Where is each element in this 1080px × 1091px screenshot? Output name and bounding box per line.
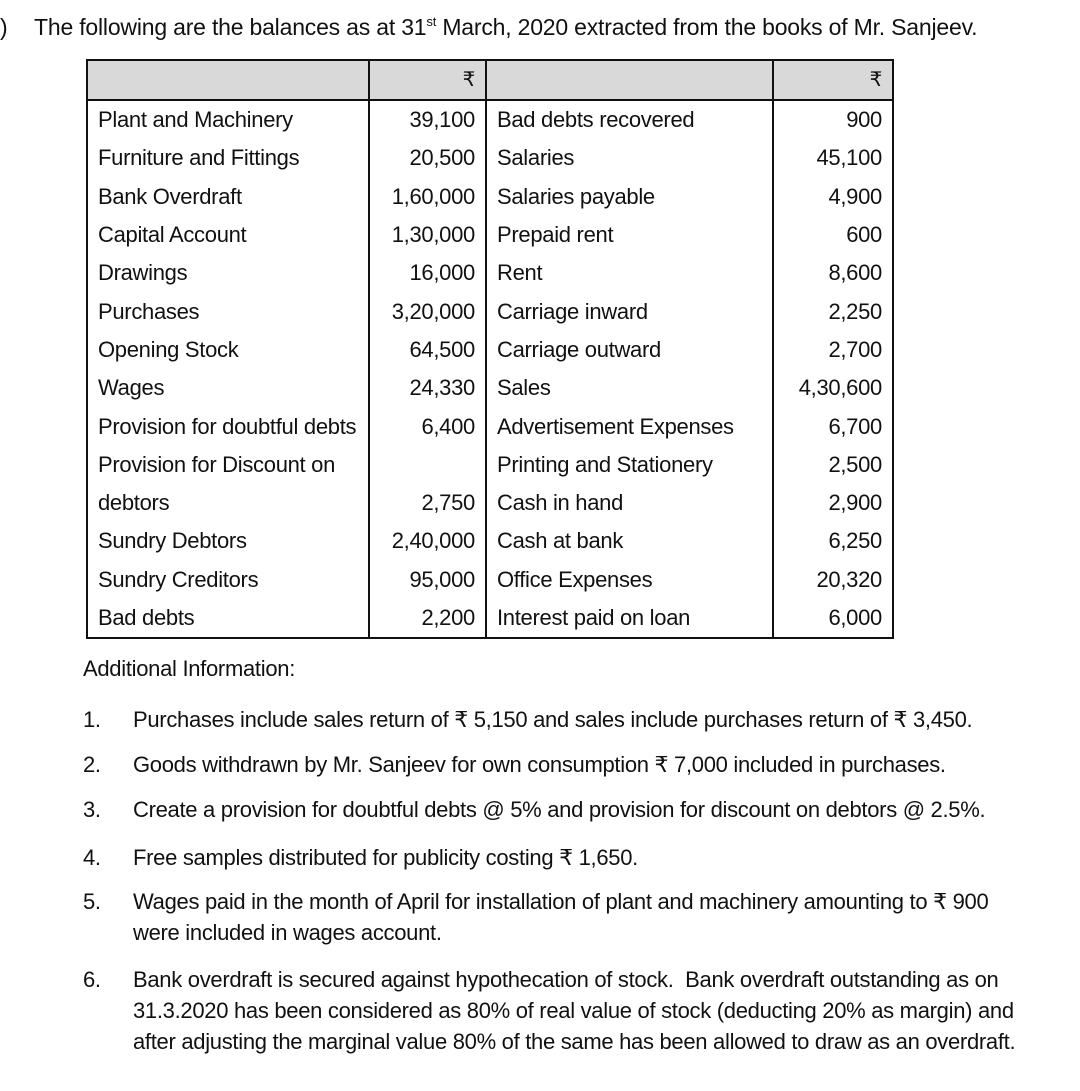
left-account-name: Opening Stock — [87, 331, 369, 369]
right-amount: 6,250 — [773, 522, 893, 560]
left-account-name: Plant and Machinery — [87, 100, 369, 139]
left-amount: 39,100 — [369, 100, 486, 139]
left-account-name: Provision for Discount on — [87, 446, 369, 484]
right-amount: 6,000 — [773, 599, 893, 638]
left-amount — [369, 446, 486, 484]
left-amount: 24,330 — [369, 369, 486, 407]
list-item-text — [133, 842, 1033, 873]
table-header-row — [87, 60, 893, 100]
left-amount: 1,30,000 — [369, 216, 486, 254]
right-account-name: Sales — [486, 369, 773, 407]
list-item-number: 2. — [83, 752, 101, 777]
table-row — [87, 522, 893, 560]
left-account-name: Capital Account — [87, 216, 369, 254]
list-item-line: were included in wages account. — [133, 920, 442, 945]
header-right-label — [486, 60, 773, 100]
right-amount: 600 — [773, 216, 893, 254]
left-account-name: Purchases — [87, 292, 369, 330]
right-account-name: Prepaid rent — [486, 216, 773, 254]
right-account-name: Carriage inward — [486, 292, 773, 330]
table-row — [87, 216, 893, 254]
table-row — [87, 599, 893, 638]
right-amount: 4,900 — [773, 178, 893, 216]
list-item-line: Bank overdraft is secured against hypothecation of stock. Bank overdraft outstanding as on — [133, 967, 999, 992]
list-item-line: after adjusting the marginal value 80% of the same has been allowed to draw as an overdraft. — [133, 1029, 1016, 1054]
right-account-name: Advertisement Expenses — [486, 407, 773, 445]
list-item-number: 4. — [83, 845, 101, 870]
left-account-name: Bad debts — [87, 599, 369, 638]
table-row — [87, 561, 893, 599]
left-account-name: Sundry Creditors — [87, 561, 369, 599]
table-row — [87, 331, 893, 369]
table-row — [87, 407, 893, 445]
right-account-name: Rent — [486, 254, 773, 292]
left-account-name: Provision for doubtful debts — [87, 407, 369, 445]
header-left-currency: ₹ — [369, 60, 486, 100]
right-account-name: Cash in hand — [486, 484, 773, 522]
list-item-text — [133, 886, 1033, 948]
left-account-name: Drawings — [87, 254, 369, 292]
right-amount: 45,100 — [773, 139, 893, 177]
table-row — [87, 292, 893, 330]
right-amount: 8,600 — [773, 254, 893, 292]
table-row — [87, 139, 893, 177]
list-item-line: Free samples distributed for publicity costing ₹ 1,650. — [133, 845, 638, 870]
list-item-number: 3. — [83, 797, 101, 822]
left-amount: 16,000 — [369, 254, 486, 292]
right-amount: 20,320 — [773, 561, 893, 599]
left-account-name: debtors — [87, 484, 369, 522]
right-account-name: Bad debts recovered — [486, 100, 773, 139]
right-amount: 4,30,600 — [773, 369, 893, 407]
list-item-line: Wages paid in the month of April for installation of plant and machinery amounting to ₹ 900 — [133, 889, 989, 914]
list-item-number: 1. — [83, 707, 101, 732]
table-row — [87, 100, 893, 139]
list-item-number: 5. — [83, 889, 101, 914]
additional-info-heading: Additional Information: — [83, 656, 296, 681]
list-item-text — [133, 964, 1033, 1057]
table-row — [87, 369, 893, 407]
right-account-name: Cash at bank — [486, 522, 773, 560]
right-amount: 6,700 — [773, 407, 893, 445]
question-intro — [0, 14, 977, 41]
list-item-line: Goods withdrawn by Mr. Sanjeev for own consumption ₹ 7,000 included in purchases. — [133, 752, 946, 777]
right-account-name: Printing and Stationery — [486, 446, 773, 484]
right-amount: 900 — [773, 100, 893, 139]
left-account-name: Sundry Debtors — [87, 522, 369, 560]
left-account-name: Wages — [87, 369, 369, 407]
right-amount: 2,500 — [773, 446, 893, 484]
right-account-name: Salaries payable — [486, 178, 773, 216]
left-amount: 2,750 — [369, 484, 486, 522]
left-amount: 2,200 — [369, 599, 486, 638]
right-account-name: Carriage outward — [486, 331, 773, 369]
list-item-text — [133, 794, 1033, 825]
table-row — [87, 446, 893, 484]
left-amount: 20,500 — [369, 139, 486, 177]
header-right-currency: ₹ — [773, 60, 893, 100]
left-amount: 3,20,000 — [369, 292, 486, 330]
intro-text-after: March, 2020 extracted from the books of Mr. Sanjeev. — [436, 14, 978, 40]
list-item-text — [133, 749, 1033, 780]
list-item-line: Create a provision for doubtful debts @ 5% and provision for discount on debtors @ 2.5%. — [133, 797, 986, 822]
right-account-name: Interest paid on loan — [486, 599, 773, 638]
left-amount: 64,500 — [369, 331, 486, 369]
right-account-name: Salaries — [486, 139, 773, 177]
list-item-number: 6. — [83, 967, 101, 992]
intro-superscript: st — [426, 14, 437, 29]
left-amount: 95,000 — [369, 561, 486, 599]
left-amount: 1,60,000 — [369, 178, 486, 216]
intro-text-before: The following are the balances as at 31 — [34, 14, 427, 40]
right-amount: 2,900 — [773, 484, 893, 522]
left-account-name: Furniture and Fittings — [87, 139, 369, 177]
right-amount: 2,700 — [773, 331, 893, 369]
question-marker: ) — [0, 14, 8, 40]
right-account-name: Office Expenses — [486, 561, 773, 599]
balances-table — [86, 59, 894, 639]
left-amount: 2,40,000 — [369, 522, 486, 560]
table-row — [87, 254, 893, 292]
list-item-line: Purchases include sales return of ₹ 5,150 and sales include purchases return of ₹ 3,450. — [133, 707, 973, 732]
left-amount: 6,400 — [369, 407, 486, 445]
list-item-line: 31.3.2020 has been considered as 80% of real value of stock (deducting 20% as margin) and — [133, 998, 1014, 1023]
right-amount: 2,250 — [773, 292, 893, 330]
table-row — [87, 178, 893, 216]
header-left-label — [87, 60, 369, 100]
left-account-name: Bank Overdraft — [87, 178, 369, 216]
list-item-text — [133, 704, 1033, 735]
table-row — [87, 484, 893, 522]
